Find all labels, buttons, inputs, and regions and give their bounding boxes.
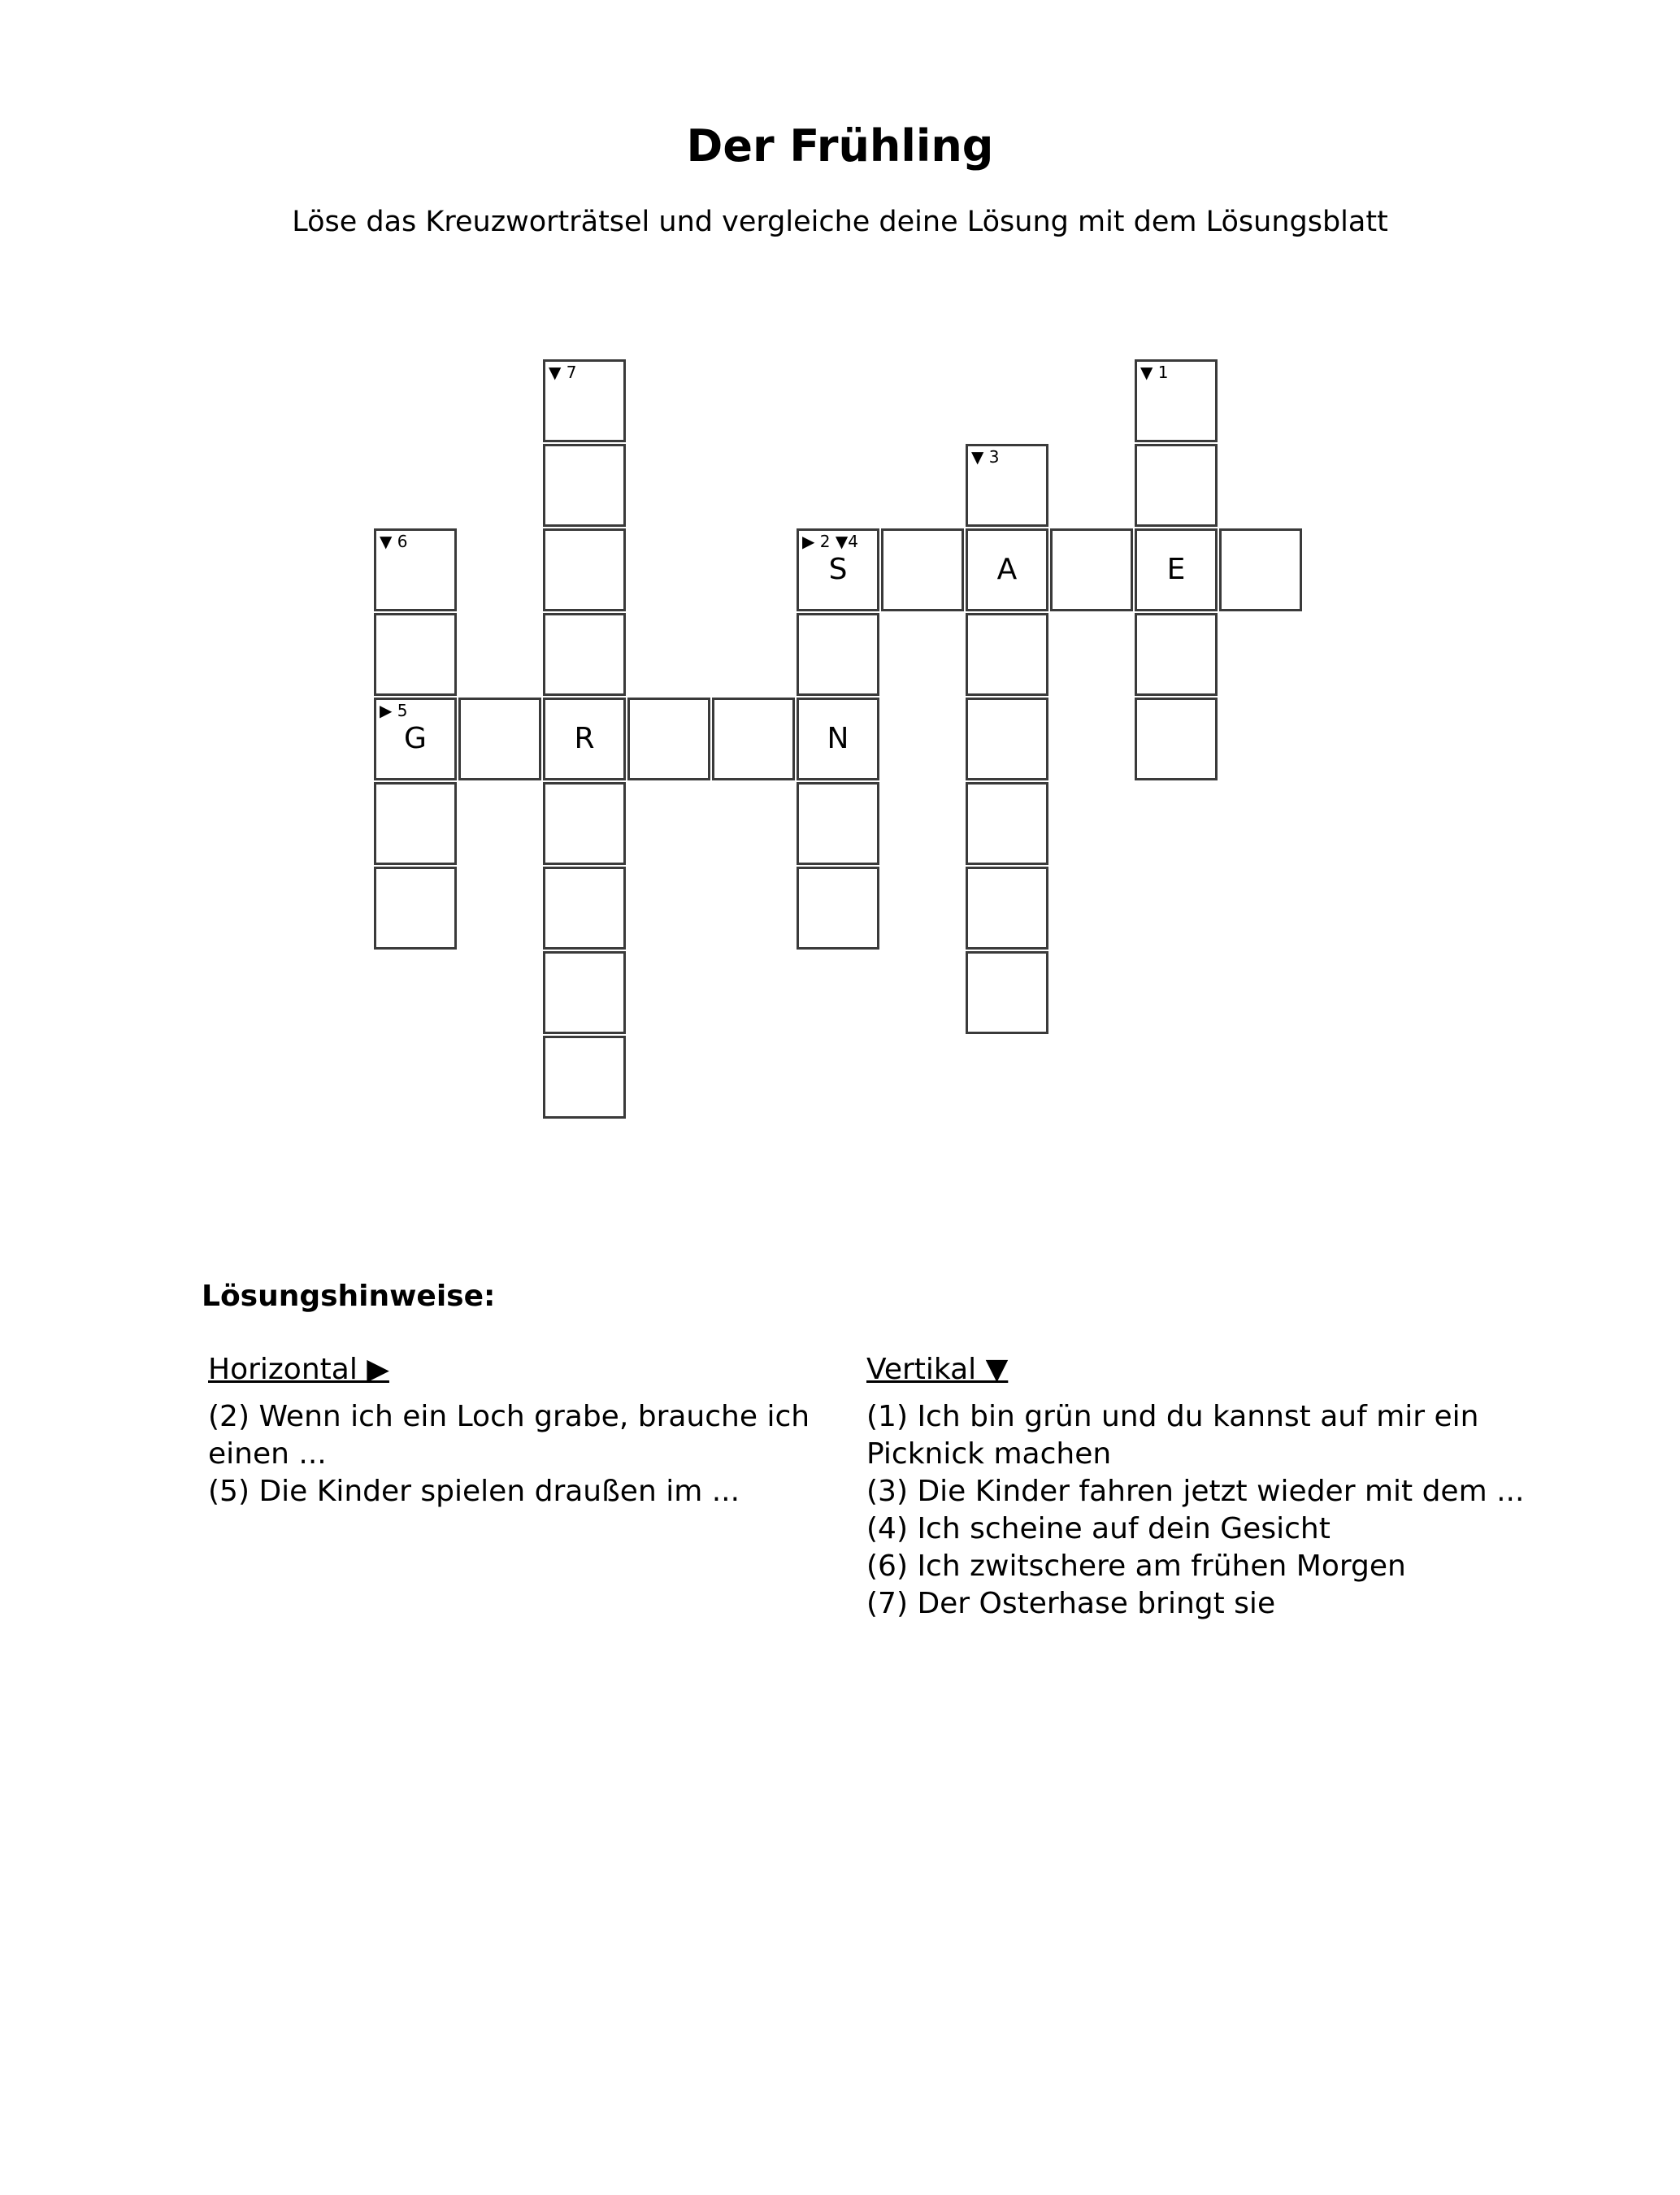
crossword-cell[interactable] bbox=[458, 698, 541, 780]
crossword-cell[interactable] bbox=[966, 782, 1048, 865]
cell-letter: R bbox=[574, 722, 595, 755]
crossword-cell[interactable] bbox=[966, 444, 1048, 527]
crossword-cell[interactable] bbox=[966, 528, 1048, 611]
vertical-heading: Vertikal ▼ bbox=[866, 1353, 1009, 1386]
crossword-cell[interactable] bbox=[627, 698, 710, 780]
crossword-cell[interactable] bbox=[543, 528, 626, 611]
crossword-cell[interactable] bbox=[374, 528, 457, 611]
crossword-cell[interactable] bbox=[543, 613, 626, 696]
clue-item: (1) Ich bin grün und du kannst auf mir ein Picknick machen bbox=[866, 1400, 1479, 1471]
crossword-cell[interactable] bbox=[797, 782, 879, 865]
crossword-cell[interactable] bbox=[797, 528, 879, 611]
clue-number: ▼ 6 bbox=[380, 532, 408, 551]
crossword-cell[interactable] bbox=[966, 698, 1048, 780]
clue-number: ▶ 2 ▼4 bbox=[802, 532, 858, 551]
crossword-cell[interactable] bbox=[797, 698, 879, 780]
crossword-cell[interactable] bbox=[374, 782, 457, 865]
crossword-cell[interactable] bbox=[374, 698, 457, 780]
crossword-cell[interactable] bbox=[881, 528, 964, 611]
clue-number: ▼ 1 bbox=[1140, 363, 1169, 382]
crossword-cell[interactable] bbox=[1135, 613, 1218, 696]
instruction-text: Löse das Kreuzworträtsel und vergleiche deine Lösung mit dem Lösungsblatt bbox=[292, 206, 1388, 238]
cell-letter: E bbox=[1166, 553, 1186, 586]
cell-letter: G bbox=[404, 722, 427, 755]
clue-item: (4) Ich scheine auf dein Gesicht bbox=[866, 1512, 1331, 1545]
crossword-cell[interactable] bbox=[543, 951, 626, 1034]
crossword-cell[interactable] bbox=[374, 867, 457, 950]
crossword-cell[interactable] bbox=[1135, 359, 1218, 442]
crossword-cell[interactable] bbox=[374, 613, 457, 696]
crossword-cell[interactable] bbox=[1135, 444, 1218, 527]
crossword-cell[interactable] bbox=[1135, 528, 1218, 611]
crossword-cell[interactable] bbox=[966, 613, 1048, 696]
cell-letter: A bbox=[996, 553, 1018, 586]
cell-letter: N bbox=[827, 722, 849, 755]
crossword-cell[interactable] bbox=[1219, 528, 1302, 611]
crossword-cell[interactable] bbox=[966, 867, 1048, 950]
crossword-cell[interactable] bbox=[543, 698, 626, 780]
crossword-cell[interactable] bbox=[543, 359, 626, 442]
clue-item: (3) Die Kinder fahren jetzt wieder mit dem ... bbox=[866, 1475, 1525, 1508]
crossword-cell[interactable] bbox=[1050, 528, 1133, 611]
crossword-cell[interactable] bbox=[543, 867, 626, 950]
crossword-cell[interactable] bbox=[797, 867, 879, 950]
clue-number: ▼ 3 bbox=[971, 447, 1000, 467]
horizontal-heading: Horizontal ▶ bbox=[208, 1353, 389, 1386]
crossword-cell[interactable] bbox=[543, 444, 626, 527]
cell-letter: S bbox=[828, 553, 848, 586]
crossword-cell[interactable] bbox=[543, 1036, 626, 1119]
clue-item: (6) Ich zwitschere am frühen Morgen bbox=[866, 1550, 1406, 1583]
crossword-cell[interactable] bbox=[543, 782, 626, 865]
crossword-cell[interactable] bbox=[797, 613, 879, 696]
clue-number: ▶ 5 bbox=[380, 701, 408, 720]
crossword-cell[interactable] bbox=[966, 951, 1048, 1034]
horizontal-clues bbox=[208, 1351, 826, 1510]
vertical-clues bbox=[866, 1351, 1598, 1623]
crossword-cell[interactable] bbox=[712, 698, 795, 780]
crossword-cell[interactable] bbox=[1135, 698, 1218, 780]
clue-item: (5) Die Kinder spielen draußen im ... bbox=[208, 1475, 740, 1508]
clue-number: ▼ 7 bbox=[549, 363, 577, 382]
clue-item: (7) Der Osterhase bringt sie bbox=[866, 1587, 1276, 1620]
hints-heading: Lösungshinweise: bbox=[202, 1280, 496, 1313]
clue-item: (2) Wenn ich ein Loch grabe, brauche ich einen ... bbox=[208, 1400, 810, 1471]
page-title: Der Frühling bbox=[686, 120, 994, 172]
